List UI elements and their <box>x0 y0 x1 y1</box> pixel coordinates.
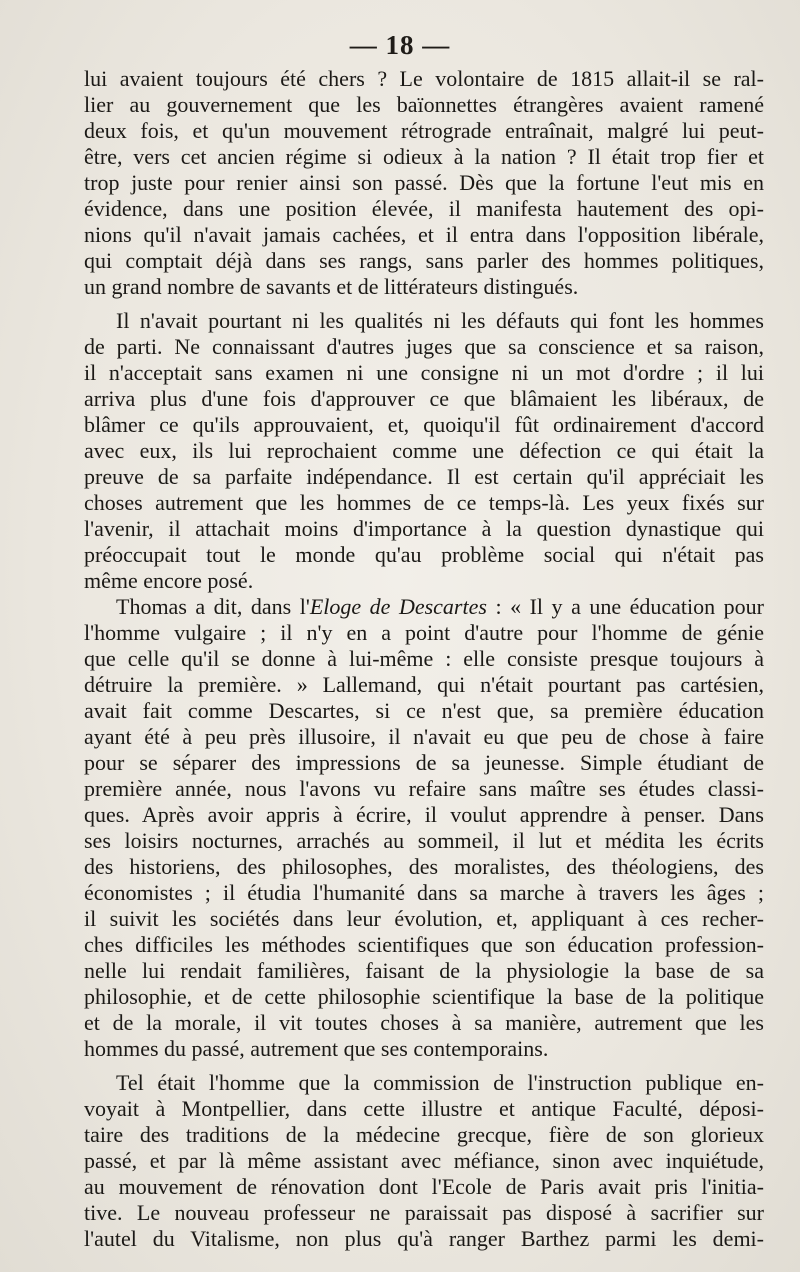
book-title: Eloge de Descartes <box>309 594 487 619</box>
text-line: l'homme vulgaire ; il n'y en a point d'autre pour l'homme de génie <box>84 620 764 645</box>
text-line: économistes ; il étudia l'humanité dans sa marche à travers les âges ; <box>84 880 764 905</box>
text-line: voyait à Montpellier, dans cette illustre et antique Faculté, déposi- <box>84 1096 764 1121</box>
text-line: au mouvement de rénovation dont l'Ecole de Paris avait pris l'initia- <box>84 1174 764 1199</box>
text-line: pour se séparer des impressions de sa jeunesse. Simple étudiant de <box>84 750 764 775</box>
text-line: Tel était l'homme que la commission de l'instruction publique en- <box>116 1070 764 1095</box>
text-line: choses autrement que les hommes de ce temps-là. Les yeux fixés sur <box>84 490 764 515</box>
text-line-part: : « Il y a une éducation pour <box>486 594 764 619</box>
text-line: philosophie, et de cette philosophie scientifique la base de la politique <box>84 984 764 1009</box>
text-line: passé, et par là même assistant avec méfiance, sinon avec inquiétude, <box>84 1148 764 1173</box>
page-number: — 18 — <box>349 30 451 60</box>
text-line: trop juste pour renier ainsi son passé. Dès que la fortune l'eut mis en <box>84 170 764 195</box>
text-line: être, vers cet ancien régime si odieux à la nation ? Il était trop fier et <box>84 144 764 169</box>
text-line: préoccupait tout le monde qu'au problème social qui n'était pas <box>84 542 764 567</box>
text-line: nions qu'il n'avait jamais cachées, et il entra dans l'opposition libérale, <box>84 222 764 247</box>
text-line-part: Thomas a dit, dans l' <box>116 594 310 619</box>
text-line: de parti. Ne connaissant d'autres juges que sa conscience et sa raison, <box>84 334 764 359</box>
text-line: preuve de sa parfaite indépendance. Il est certain qu'il appréciait les <box>84 464 764 489</box>
text-line: taire des traditions de la médecine grecque, fière de son glorieux <box>84 1122 764 1147</box>
text-line: l'autel du Vitalisme, non plus qu'à ranger Barthez parmi les demi- <box>84 1226 764 1251</box>
text-line: ayant été à peu près illusoire, il n'avait eu que peu de chose à faire <box>84 724 764 749</box>
text-line: hommes du passé, autrement que ses contemporains. <box>84 1036 549 1061</box>
text-line-with-title <box>84 594 764 620</box>
text-line: évidence, dans une position élevée, il manifesta hautement des opi- <box>84 196 764 221</box>
text-line: première année, nous l'avons vu refaire sans maître ses études classi- <box>84 776 764 801</box>
text-line: qui comptait déjà dans ses rangs, sans parler des hommes politiques, <box>84 248 764 273</box>
text-line: deux fois, et qu'un mouvement rétrograde entraînait, malgré lui peut- <box>84 118 764 143</box>
text-line: Il n'avait pourtant ni les qualités ni les défauts qui font les hommes <box>116 308 764 333</box>
text-line: et de la morale, il vit toutes choses à sa manière, autrement que les <box>84 1010 764 1035</box>
paragraph-4 <box>84 1070 764 1252</box>
text-line: ques. Après avoir appris à écrire, il voulut apprendre à penser. Dans <box>84 802 764 827</box>
text-line: même encore posé. <box>84 568 254 593</box>
text-line: il n'acceptait sans examen ni une consigne ni un mot d'ordre ; il lui <box>84 360 764 385</box>
text-line: tive. Le nouveau professeur ne paraissait pas disposé à sacrifier sur <box>84 1200 764 1225</box>
text-line: avait fait comme Descartes, si ce n'est que, sa première éducation <box>84 698 764 723</box>
paragraph-3 <box>84 594 764 1062</box>
text-line: que celle qu'il se donne à lui-même : elle consiste presque toujours à <box>84 646 764 671</box>
text-line: un grand nombre de savants et de littérateurs distingués. <box>84 274 579 299</box>
text-line: ches difficiles les méthodes scientifiques que son éducation profession- <box>84 932 764 957</box>
text-line: lier au gouvernement que les baïonnettes étrangères avaient ramené <box>84 92 764 117</box>
text-line: ses loisirs nocturnes, arrachés au sommeil, il lut et médita les écrits <box>84 828 764 853</box>
text-line: l'avenir, il attachait moins d'importance à la question dynastique qui <box>84 516 764 541</box>
text-line: avec eux, ils lui reprochaient comme une défection ce qui était la <box>84 438 764 463</box>
paragraph-2 <box>84 308 764 594</box>
paragraph-1 <box>84 66 764 300</box>
text-line: lui avaient toujours été chers ? Le volontaire de 1815 allait-il se ral- <box>84 66 764 91</box>
text-line: il suivit les sociétés dans leur évolution, et, appliquant à ces recher- <box>84 906 764 931</box>
body-text <box>84 66 764 1252</box>
text-line: détruire la première. » Lallemand, qui n'était pourtant pas cartésien, <box>84 672 764 697</box>
text-line: blâmer ce qu'ils approuvaient, et, quoiqu'il fût ordinairement d'accord <box>84 412 764 437</box>
text-line: nelle lui rendait familières, faisant de la physiologie la base de sa <box>84 958 764 983</box>
text-line: arriva plus d'une fois d'approuver ce que blâmaient les libéraux, de <box>84 386 764 411</box>
text-line: des historiens, des philosophes, des moralistes, des théologiens, des <box>84 854 764 879</box>
